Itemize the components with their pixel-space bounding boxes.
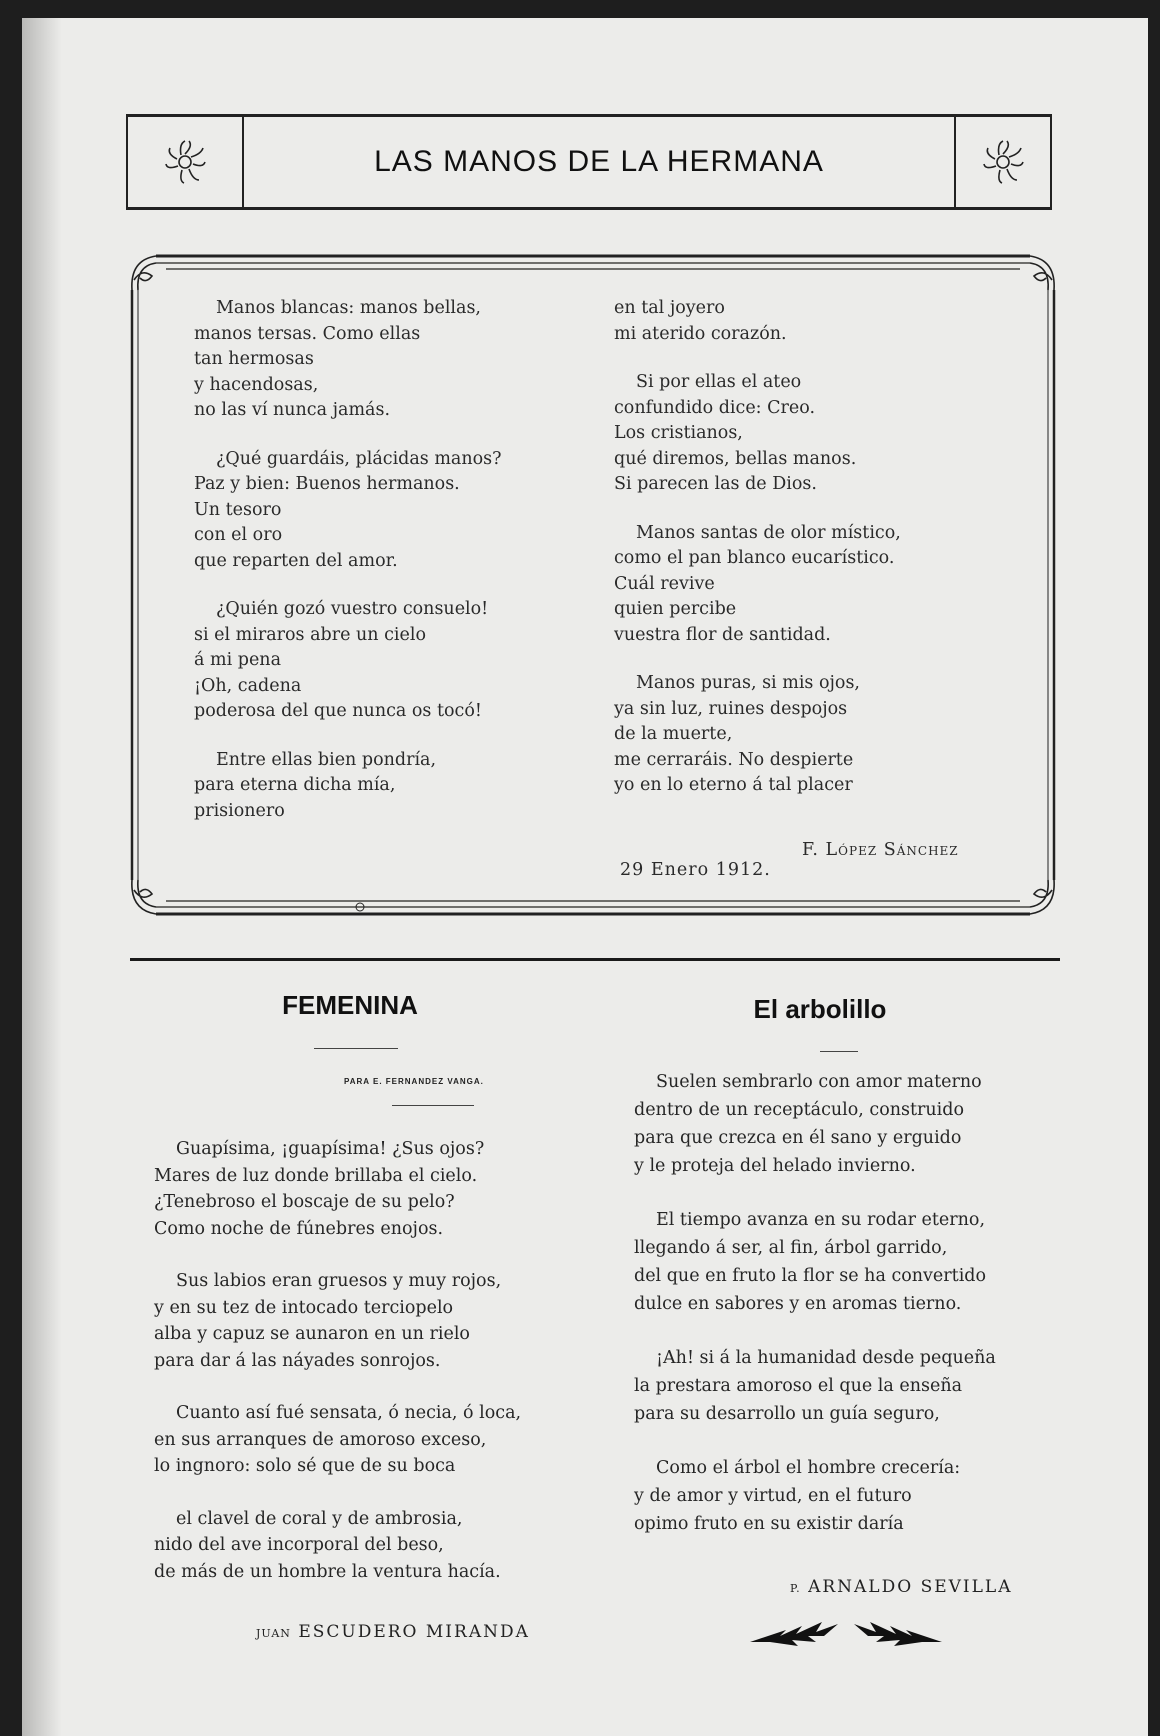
verse-line: Los cristianos, <box>614 423 743 443</box>
stanza <box>634 1454 996 1538</box>
verse-line: mi aterido corazón. <box>614 323 787 344</box>
verse-line: Como noche de fúnebres enojos. <box>154 1218 444 1239</box>
verse-line: Un tesoro <box>194 499 282 520</box>
stanza <box>614 296 901 347</box>
verse-line: tan hermosas <box>194 349 314 369</box>
verse-line: Suelen sembrarlo con amor materno <box>656 1072 982 1092</box>
stanza <box>154 1268 521 1374</box>
top-poem-left-column <box>194 296 502 847</box>
verse-line: el clavel de coral y de ambrosia, <box>176 1508 463 1529</box>
verse-line: lo ingnoro: solo sé que de su boca <box>154 1456 456 1476</box>
arbolillo-poem <box>634 1068 996 1564</box>
verse-line: Manos santas de olor místico, <box>636 522 901 543</box>
verse-line: poderosa del que nunca os tocó! <box>194 701 482 721</box>
femenina-poem <box>154 1136 521 1611</box>
poem-date: 29 Enero 1912. <box>620 860 771 880</box>
verse-line: y en su tez de intocado terciopelo <box>154 1297 454 1318</box>
verse-line: de más de un hombre la ventura hacía. <box>154 1561 501 1582</box>
verse-line: que reparten del amor. <box>194 550 398 571</box>
verse-line: prisionero <box>194 800 285 821</box>
femenina-dedication: PARA E. FERNANDEZ VANGA. <box>344 1077 484 1086</box>
verse-line: y le proteja del helado invierno. <box>634 1156 916 1176</box>
femenina-title-rule <box>314 1048 398 1049</box>
verse-line: opimo fruto en su existir daría <box>634 1514 904 1534</box>
verse-line: ¡Ah! si á la humanidad desde pequeña <box>656 1348 996 1368</box>
verse-line: Guapísima, ¡guapísima! ¿Sus ojos? <box>176 1139 485 1159</box>
stanza <box>614 370 901 498</box>
verse-line: ¿Qué guardáis, plácidas manos? <box>216 448 502 469</box>
verse-line: me cerraráis. No despierte <box>614 749 854 770</box>
verse-line: en sus arranques de amoroso exceso, <box>154 1429 487 1450</box>
verse-line: Cuál revive <box>614 573 715 594</box>
verse-line: Paz y bien: Buenos hermanos. <box>194 474 460 494</box>
femenina-title: FEMENINA <box>282 990 418 1020</box>
verse-line: como el pan blanco eucarístico. <box>614 548 895 568</box>
stanza <box>614 671 901 799</box>
verse-line: ya sin luz, ruines despojos <box>614 698 848 719</box>
verse-line: ¿Quién gozó vuestro consuelo! <box>216 599 489 619</box>
verse-line: Como el árbol el hombre crecería: <box>656 1458 961 1478</box>
femenina-dedication-rule <box>392 1105 474 1106</box>
verse-line: quien percibe <box>614 599 737 619</box>
stanza <box>154 1506 521 1586</box>
verse-line: Si parecen las de Dios. <box>614 474 817 494</box>
verse-line: manos tersas. Como ellas <box>194 323 421 344</box>
verse-line: con el oro <box>194 525 283 545</box>
verse-line: del que en fruto la flor se ha convertido <box>634 1266 987 1286</box>
verse-line: Manos blancas: manos bellas, <box>216 298 481 318</box>
stanza <box>614 521 901 649</box>
stanza <box>194 447 502 575</box>
verse-line: en tal joyero <box>614 298 725 318</box>
page-gutter-shadow <box>22 18 62 1736</box>
title-box <box>126 114 1052 210</box>
arbolillo-title: El arbolillo <box>753 994 887 1024</box>
verse-line: para que crezca en él sano y erguido <box>634 1128 962 1148</box>
leaf-ornament <box>746 1612 946 1652</box>
verse-line: qué diremos, bellas manos. <box>614 448 857 469</box>
stanza <box>634 1206 996 1318</box>
verse-line: la prestara amoroso el que la enseña <box>634 1376 963 1396</box>
verse-line: El tiempo avanza en su rodar eterno, <box>656 1210 986 1230</box>
stanza <box>194 748 502 825</box>
verse-line: á mi pena <box>194 650 282 670</box>
verse-line: confundido dice: Creo. <box>614 397 816 418</box>
verse-line: de la muerte, <box>614 724 733 744</box>
stanza <box>154 1400 521 1480</box>
verse-line: dentro de un receptáculo, construido <box>634 1100 965 1120</box>
verse-line: Sus labios eran gruesos y muy rojos, <box>176 1271 502 1291</box>
verse-line: para dar á las náyades sonrojos. <box>154 1350 441 1371</box>
stanza <box>194 296 502 424</box>
arbolillo-author: P. ARNALDO SEVILLA <box>790 1577 1013 1597</box>
verse-line: para eterna dicha mía, <box>194 775 396 795</box>
verse-line: Entre ellas bien pondría, <box>216 749 437 770</box>
verse-line: vuestra flor de santidad. <box>614 624 831 645</box>
poem-frame <box>126 250 1060 926</box>
verse-line: ¿Tenebroso el boscaje de su pelo? <box>154 1192 455 1212</box>
verse-line: ¡Oh, cadena <box>194 675 302 696</box>
stanza <box>154 1136 521 1242</box>
verse-line: Si por ellas el ateo <box>636 372 802 392</box>
arbolillo-title-rule <box>820 1051 858 1052</box>
verse-line: yo en lo eterno á tal placer <box>614 775 853 795</box>
verse-line: nido del ave incorporal del beso, <box>154 1535 444 1555</box>
poem-author: F. López Sánchez <box>802 840 959 860</box>
rosette-ornament-right <box>954 117 1050 207</box>
verse-line: Cuanto así fué sensata, ó necia, ó loca, <box>176 1403 522 1423</box>
verse-line: dulce en sabores y en aromas tierno. <box>634 1294 962 1314</box>
stanza <box>194 597 502 725</box>
verse-line: Manos puras, si mis ojos, <box>636 673 860 693</box>
verse-line: llegando á ser, al fin, árbol garrido, <box>634 1238 948 1258</box>
page-title: LAS MANOS DE LA HERMANA <box>374 145 824 178</box>
verse-line: alba y capuz se aunaron en un rielo <box>154 1324 470 1344</box>
section-divider <box>130 958 1060 961</box>
rosette-ornament-left <box>128 117 244 207</box>
femenina-author: JUAN ESCUDERO MIRANDA <box>256 1622 530 1642</box>
stanza <box>634 1068 996 1180</box>
verse-line: y de amor y virtud, en el futuro <box>634 1486 912 1506</box>
verse-line: para su desarrollo un guía seguro, <box>634 1404 940 1424</box>
verse-line: y hacendosas, <box>194 374 319 395</box>
verse-line: Mares de luz donde brillaba el cielo. <box>154 1165 478 1186</box>
top-poem-right-column <box>614 296 901 822</box>
stanza <box>634 1344 996 1428</box>
verse-line: no las ví nunca jamás. <box>194 400 391 420</box>
verse-line: si el miraros abre un cielo <box>194 624 427 645</box>
